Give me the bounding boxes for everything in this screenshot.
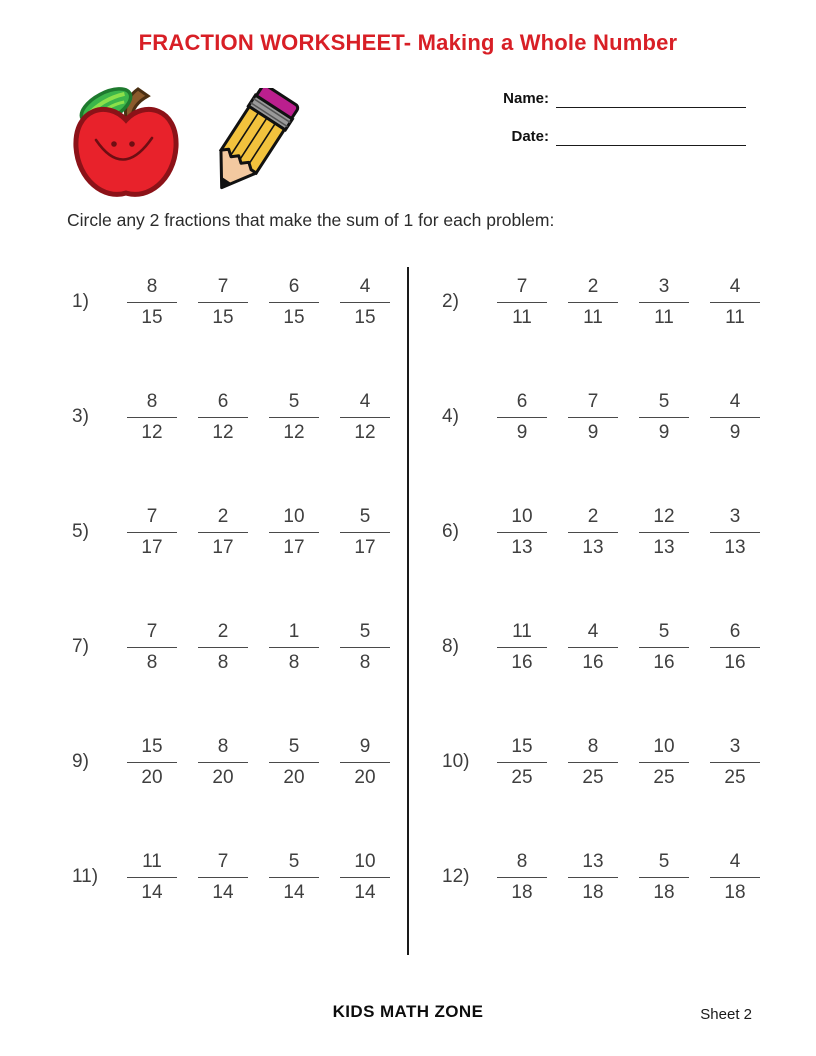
problem-number: 3)	[72, 406, 89, 427]
fraction-numerator: 4	[340, 391, 390, 418]
fraction-numerator: 2	[568, 506, 618, 533]
fraction-denominator: 20	[283, 766, 305, 788]
fraction-denominator: 14	[212, 881, 234, 903]
date-input-line[interactable]	[556, 129, 746, 146]
problem	[60, 270, 408, 334]
fraction-numerator: 2	[198, 506, 248, 533]
fraction-denominator: 11	[654, 306, 674, 328]
problem	[60, 500, 408, 564]
fraction[interactable]	[568, 621, 618, 674]
problem	[408, 730, 760, 794]
problems-grid	[60, 270, 760, 909]
fraction-numerator: 10	[497, 506, 547, 533]
fraction-denominator: 11	[583, 306, 603, 328]
fraction-denominator: 25	[582, 766, 604, 788]
fraction-denominator: 12	[141, 421, 163, 443]
fraction-numerator: 8	[198, 736, 248, 763]
fraction-denominator: 9	[587, 421, 599, 443]
fraction-numerator: 11	[497, 621, 547, 648]
date-row	[476, 128, 746, 146]
fraction-numerator: 8	[497, 851, 547, 878]
fraction-denominator: 8	[217, 651, 229, 673]
fraction[interactable]	[340, 851, 390, 904]
fraction-denominator: 18	[724, 881, 746, 903]
fraction-denominator: 9	[658, 421, 670, 443]
fraction-numerator: 4	[568, 621, 618, 648]
fraction[interactable]	[710, 276, 760, 329]
fraction-numerator: 11	[127, 851, 177, 878]
name-date-block	[476, 90, 746, 166]
fraction[interactable]	[497, 391, 547, 444]
fraction[interactable]	[127, 621, 177, 674]
fraction-denominator: 17	[283, 536, 305, 558]
fraction[interactable]	[639, 276, 689, 329]
fraction[interactable]	[198, 851, 248, 904]
fraction-denominator: 13	[653, 536, 675, 558]
fraction-denominator: 12	[283, 421, 305, 443]
fraction-denominator: 17	[141, 536, 163, 558]
problem	[408, 845, 760, 909]
fraction-numerator: 7	[497, 276, 547, 303]
fraction-numerator: 9	[340, 736, 390, 763]
fraction-numerator: 5	[639, 621, 689, 648]
fraction-numerator: 5	[269, 736, 319, 763]
fraction[interactable]	[568, 506, 618, 559]
fraction-denominator: 17	[354, 536, 376, 558]
problem-number: 9)	[72, 751, 89, 772]
problem	[408, 500, 760, 564]
fraction-numerator: 5	[639, 851, 689, 878]
fraction-numerator: 5	[269, 851, 319, 878]
fraction-numerator: 3	[639, 276, 689, 303]
fraction[interactable]	[497, 621, 547, 674]
fraction[interactable]	[269, 851, 319, 904]
fraction[interactable]	[340, 391, 390, 444]
fraction[interactable]	[639, 736, 689, 789]
fraction-numerator: 10	[639, 736, 689, 763]
problem	[60, 845, 408, 909]
name-label: Name:	[503, 90, 549, 107]
fraction-denominator: 20	[354, 766, 376, 788]
fraction-denominator: 18	[653, 881, 675, 903]
fraction-numerator: 6	[198, 391, 248, 418]
fraction[interactable]	[340, 621, 390, 674]
fraction-denominator: 25	[653, 766, 675, 788]
fraction-numerator: 4	[340, 276, 390, 303]
fraction[interactable]	[198, 621, 248, 674]
fraction-denominator: 14	[354, 881, 376, 903]
fraction-denominator: 14	[141, 881, 163, 903]
fraction-numerator: 4	[710, 276, 760, 303]
problem-number: 4)	[442, 406, 459, 427]
fraction[interactable]	[127, 276, 177, 329]
instruction-text: Circle any 2 fractions that make the sum of 1 for each problem:	[67, 210, 555, 230]
name-row	[476, 90, 746, 108]
fraction-numerator: 5	[340, 506, 390, 533]
date-label: Date:	[511, 128, 549, 145]
problem	[60, 615, 408, 679]
problem-number: 10)	[442, 751, 470, 772]
problem	[408, 385, 760, 449]
fraction-denominator: 16	[724, 651, 746, 673]
fraction[interactable]	[340, 506, 390, 559]
fraction-denominator: 20	[212, 766, 234, 788]
fraction-numerator: 8	[568, 736, 618, 763]
fraction-numerator: 2	[198, 621, 248, 648]
page-title: FRACTION WORKSHEET- Making a Whole Number	[138, 30, 678, 55]
fraction-numerator: 6	[497, 391, 547, 418]
fraction[interactable]	[269, 506, 319, 559]
fraction[interactable]	[269, 736, 319, 789]
pencil-icon	[196, 88, 304, 200]
apple-icon	[64, 84, 188, 204]
fraction[interactable]	[710, 621, 760, 674]
fraction[interactable]	[269, 391, 319, 444]
fraction[interactable]	[269, 276, 319, 329]
fraction-denominator: 16	[511, 651, 533, 673]
fraction-numerator: 13	[568, 851, 618, 878]
fraction[interactable]	[127, 391, 177, 444]
problem-number: 11)	[72, 866, 99, 887]
fraction-denominator: 18	[511, 881, 533, 903]
fraction-numerator: 8	[127, 391, 177, 418]
fraction[interactable]	[639, 506, 689, 559]
column-divider	[407, 267, 409, 955]
fraction[interactable]	[568, 736, 618, 789]
fraction[interactable]	[269, 621, 319, 674]
fraction-numerator: 6	[269, 276, 319, 303]
fraction-denominator: 15	[283, 306, 305, 328]
fraction-denominator: 13	[511, 536, 533, 558]
fraction-numerator: 5	[269, 391, 319, 418]
footer-brand: KIDS MATH ZONE	[332, 1002, 484, 1021]
problem	[60, 385, 408, 449]
problem-number: 2)	[442, 291, 459, 312]
fraction-denominator: 16	[582, 651, 604, 673]
fraction-numerator: 7	[127, 506, 177, 533]
problem-number: 12)	[442, 866, 470, 887]
fraction-numerator: 7	[198, 276, 248, 303]
fraction-numerator: 12	[639, 506, 689, 533]
problem	[408, 270, 760, 334]
problem-number: 8)	[442, 636, 459, 657]
fraction-denominator: 15	[354, 306, 376, 328]
fraction[interactable]	[568, 851, 618, 904]
fraction-denominator: 11	[725, 306, 745, 328]
fraction-numerator: 7	[568, 391, 618, 418]
fraction-numerator: 3	[710, 506, 760, 533]
fraction-denominator: 9	[516, 421, 528, 443]
problem-number: 5)	[72, 521, 89, 542]
fraction-denominator: 15	[141, 306, 163, 328]
fraction-denominator: 17	[212, 536, 234, 558]
fraction[interactable]	[127, 736, 177, 789]
fraction[interactable]	[127, 851, 177, 904]
fraction-denominator: 25	[724, 766, 746, 788]
fraction[interactable]	[639, 391, 689, 444]
fraction[interactable]	[710, 506, 760, 559]
fraction-denominator: 25	[511, 766, 533, 788]
fraction[interactable]	[710, 736, 760, 789]
sheet-number-label: Sheet 2	[700, 1006, 752, 1023]
problem-number: 6)	[442, 521, 459, 542]
fraction[interactable]	[568, 276, 618, 329]
problem-number: 1)	[72, 291, 89, 312]
fraction-numerator: 15	[497, 736, 547, 763]
fraction-denominator: 14	[283, 881, 305, 903]
fraction-denominator: 11	[512, 306, 532, 328]
fraction-numerator: 10	[269, 506, 319, 533]
fraction[interactable]	[198, 736, 248, 789]
fraction-numerator: 5	[639, 391, 689, 418]
fraction-denominator: 13	[582, 536, 604, 558]
fraction-denominator: 8	[288, 651, 300, 673]
fraction-numerator: 2	[568, 276, 618, 303]
fraction[interactable]	[568, 391, 618, 444]
fraction-denominator: 8	[146, 651, 158, 673]
fraction-numerator: 1	[269, 621, 319, 648]
fraction-numerator: 15	[127, 736, 177, 763]
name-input-line[interactable]	[556, 91, 746, 108]
fraction-denominator: 15	[212, 306, 234, 328]
fraction[interactable]	[340, 736, 390, 789]
fraction-numerator: 10	[340, 851, 390, 878]
fraction-numerator: 7	[127, 621, 177, 648]
fraction[interactable]	[710, 851, 760, 904]
problem	[60, 730, 408, 794]
problem-number: 7)	[72, 636, 89, 657]
fraction-denominator: 18	[582, 881, 604, 903]
fraction[interactable]	[497, 851, 547, 904]
fraction[interactable]	[710, 391, 760, 444]
fraction-numerator: 8	[127, 276, 177, 303]
fraction-denominator: 16	[653, 651, 675, 673]
fraction[interactable]	[127, 506, 177, 559]
fraction-denominator: 8	[359, 651, 371, 673]
fraction-denominator: 20	[141, 766, 163, 788]
fraction[interactable]	[198, 391, 248, 444]
fraction-denominator: 9	[729, 421, 741, 443]
problem	[408, 615, 760, 679]
fraction-denominator: 13	[724, 536, 746, 558]
fraction[interactable]	[497, 506, 547, 559]
fraction-denominator: 12	[212, 421, 234, 443]
fraction[interactable]	[497, 736, 547, 789]
fraction[interactable]	[639, 621, 689, 674]
fraction[interactable]	[340, 276, 390, 329]
fraction[interactable]	[497, 276, 547, 329]
fraction[interactable]	[198, 506, 248, 559]
fraction[interactable]	[639, 851, 689, 904]
fraction-denominator: 12	[354, 421, 376, 443]
fraction-numerator: 4	[710, 391, 760, 418]
fraction[interactable]	[198, 276, 248, 329]
fraction-numerator: 3	[710, 736, 760, 763]
fraction-numerator: 4	[710, 851, 760, 878]
fraction-numerator: 6	[710, 621, 760, 648]
fraction-numerator: 7	[198, 851, 248, 878]
fraction-numerator: 5	[340, 621, 390, 648]
